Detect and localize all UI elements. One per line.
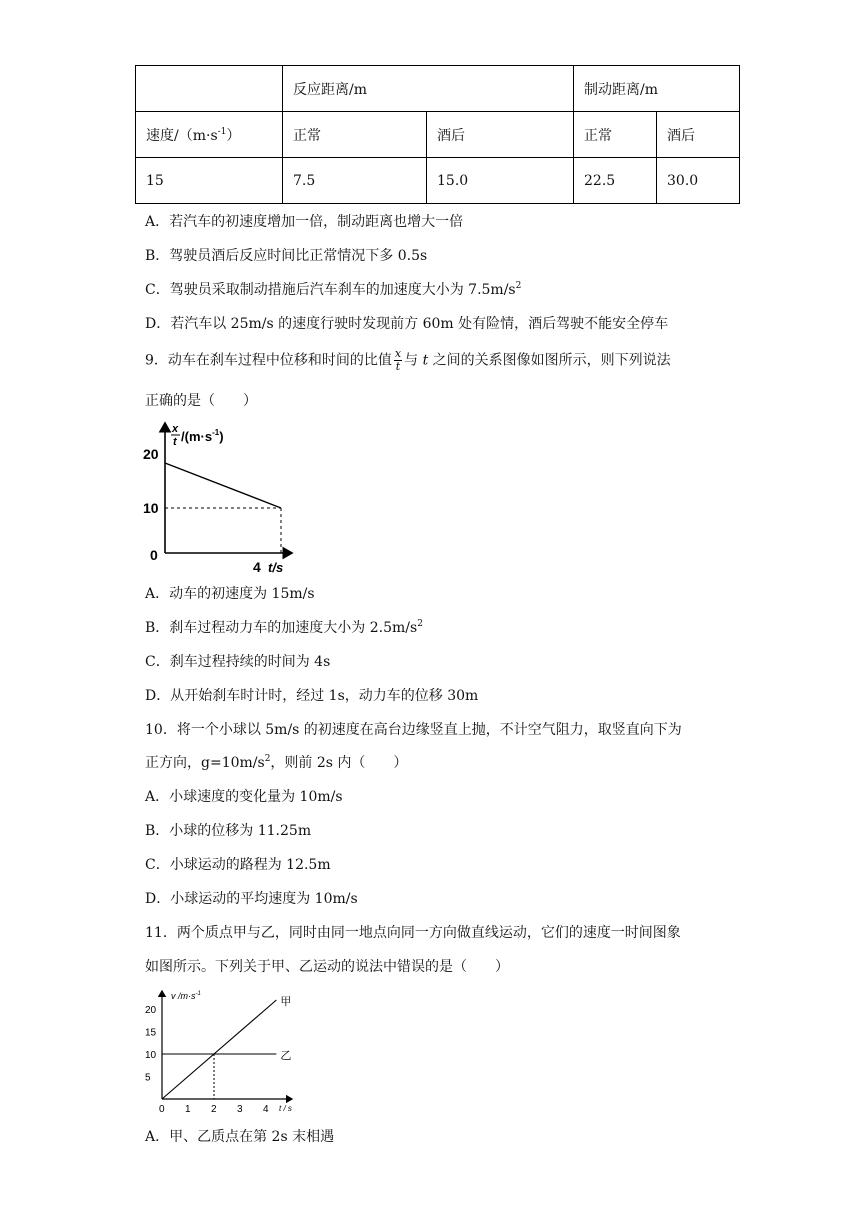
table-cell-drunk: 酒后 <box>657 112 740 158</box>
q9-stem-line2: 正确的是（ ） <box>145 393 257 409</box>
x-tick-label: 1 <box>185 1104 191 1115</box>
q8-option-a: A．若汽车的初速度增加一倍，制动距离也增大一倍 <box>145 214 464 230</box>
table-cell-speed-label: 速度$/(m\cdot s^{-1})$ <box>136 112 283 158</box>
y-axis-label-unit: $/(m\cdot s^{-1})$ <box>181 428 224 444</box>
x-tick-label: 3 <box>237 1104 243 1115</box>
y-tick-label: 0 <box>150 547 158 563</box>
table-cell: 15 <box>136 158 283 204</box>
x-tick-label: 2 <box>211 1104 217 1115</box>
table-cell: 15.0 <box>427 158 574 204</box>
table-row <box>136 112 740 158</box>
q10-stem: 10．将一个小球以 5m/s 的初速度在高台边缘竖直上抛，不计空气阻力，取竖直向下为 <box>145 722 682 738</box>
y-tick-label: 5 <box>145 1072 151 1084</box>
q9-chart <box>140 420 310 580</box>
y-tick-label: 10 <box>145 1050 157 1061</box>
x-tick-label: 4 <box>263 1104 269 1115</box>
q10-option-d: D．小球运动的平均速度为 10m/s <box>145 891 358 907</box>
q10-option-a: A．小球速度的变化量为 10m/s <box>145 789 343 805</box>
series-line <box>162 1000 276 1099</box>
q11-stem-line2: 如图所示。下列关于甲、乙运动的说法中错误的是（ ） <box>145 959 509 975</box>
series-label: 乙 <box>280 1050 292 1062</box>
table-cell-empty <box>136 66 283 112</box>
q11-chart <box>140 985 310 1120</box>
y-tick-labels <box>145 1005 157 1084</box>
q9-stem: 9．动车在刹车过程中位移和时间的比值 $\frac{x}{t}$ 与 t 之间的关系图像如图所示，则下列说法 <box>145 347 671 373</box>
table-cell: 7.5 <box>283 158 427 204</box>
x-axis-label: t/s <box>268 560 284 575</box>
table-row <box>136 66 740 112</box>
y-axis-label-den: t <box>173 436 177 448</box>
y-tick-label: 15 <box>145 1027 157 1039</box>
q10-option-b: B．小球的位移为 11.25m <box>145 823 312 839</box>
y-axis-label-num: x <box>172 423 179 435</box>
y-tick-label: 20 <box>145 1005 157 1016</box>
y-tick-label: 10 <box>143 500 159 516</box>
q9-option-b: B．刹车过程动力车的加速度大小为 $2.5m/s^2$ <box>145 619 423 636</box>
q10-stem-line2: 正方向，$g=10m/s^2$，则前 2s 内（ ） <box>145 754 408 771</box>
x-tick-label: 0 <box>159 1104 165 1115</box>
q8-option-b: B．驾驶员酒后反应时间比正常情况下多 0.5s <box>145 248 428 264</box>
y-tick-label: 20 <box>143 446 159 462</box>
table-cell-normal: 正常 <box>574 112 657 158</box>
x-tick-label: 4 <box>253 559 261 575</box>
q8-option-c: C．驾驶员采取制动措施后汽车刹车的加速度大小为 $7.5m/s^2$ <box>145 281 522 298</box>
table-cell: 30.0 <box>657 158 740 204</box>
q9-option-a: A．动车的初速度为 15m/s <box>145 586 315 602</box>
series-label: 甲 <box>280 996 292 1008</box>
braking-distance-table <box>135 65 740 204</box>
table-row <box>136 158 740 204</box>
series-lines <box>162 995 291 1099</box>
x-tick-labels <box>159 1104 269 1115</box>
fraction-x-over-t: $\frac{x}{t}$ <box>394 347 402 373</box>
table-header-reaction: 反应距离/m <box>283 66 574 112</box>
data-line <box>165 463 281 508</box>
table-header-braking: 制动距离/m <box>574 66 740 112</box>
q8-option-d: D．若汽车以 25m/s 的速度行驶时发现前方 60m 处有险情，酒后驾驶不能安全停车 <box>145 316 669 332</box>
x-axis-label: t / s <box>279 1104 292 1113</box>
table-cell-drunk: 酒后 <box>427 112 574 158</box>
table-cell-normal: 正常 <box>283 112 427 158</box>
table-cell: 22.5 <box>574 158 657 204</box>
q9-option-c: C．刹车过程持续的时间为 4s <box>145 654 331 670</box>
q11-stem: 11．两个质点甲与乙，同时由同一地点向同一方向做直线运动，它们的速度一时间图象 <box>145 925 681 941</box>
y-axis-label: v $/m\cdot s^{-1}$ <box>171 991 201 1001</box>
q11-option-a: A．甲、乙质点在第 2s 末相遇 <box>145 1129 335 1145</box>
q9-option-d: D．从开始刹车时计时，经过 1s，动力车的位移 30m <box>145 688 479 704</box>
q10-option-c: C．小球运动的路程为 12.5m <box>145 857 331 873</box>
